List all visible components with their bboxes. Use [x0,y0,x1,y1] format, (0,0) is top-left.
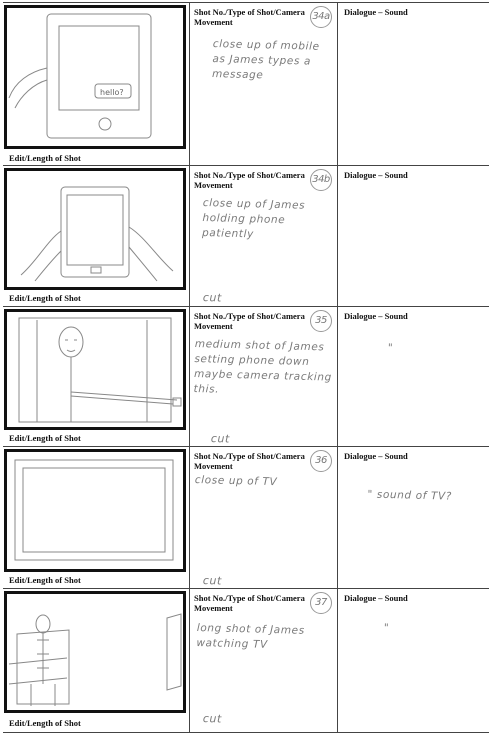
edit-length-label: Edit/Length of Shot [9,718,81,728]
cut-note: cut [202,290,223,305]
phone-hands-sketch [7,171,183,287]
column-divider [189,307,190,447]
sketch-frame [4,449,186,572]
shot-description: medium shot of James setting phone down maybe camera tracking this. [193,337,333,396]
column-divider [189,3,190,166]
shot-column [191,589,337,732]
shot-description: close up of James holding phone patiently [201,196,306,241]
shot-header: Shot No./Type of Shot/Camera Movement [194,593,305,613]
shot-column [191,307,337,447]
edit-length-label: Edit/Length of Shot [9,433,81,443]
shot-number: 34a [310,6,332,28]
cut-note: cut [202,711,223,726]
dialogue-header: Dialogue – Sound [344,451,408,461]
edit-length-label: Edit/Length of Shot [9,153,81,163]
shot-description: close up of mobile as James types a message [211,37,320,82]
cut-note: cut [202,573,223,588]
shot-column [191,447,337,589]
storyboard-row [3,2,489,166]
frame-column [3,307,189,447]
dialogue-column [338,589,488,732]
shot-column [191,166,337,307]
column-divider [189,166,190,307]
shot-description: long shot of James watching TV [196,621,305,651]
cut-note: cut [210,431,231,446]
dialogue-column [338,307,488,447]
edit-length-label: Edit/Length of Shot [9,575,81,585]
phone-closeup-sketch [7,8,183,146]
column-divider [189,447,190,589]
frame-column [3,166,189,307]
sketch-frame [4,309,186,430]
dialogue-header: Dialogue – Sound [344,7,408,17]
storyboard-row [3,306,489,447]
dialogue-column [338,447,488,589]
dialogue-text: " [383,621,390,635]
sketch-frame [4,591,186,713]
sketch-frame [4,5,186,149]
dialogue-header: Dialogue – Sound [344,311,408,321]
shot-number: 35 [310,310,332,332]
storyboard-row [3,446,489,589]
sketch-frame [4,168,186,290]
shot-description: close up of TV [194,473,278,489]
dialogue-header: Dialogue – Sound [344,593,408,603]
frame-column [3,589,189,732]
storyboard-row [3,165,489,307]
frame-column [3,3,189,166]
shot-header: Shot No./Type of Shot/Camera Movement [194,7,305,27]
shot-column [191,3,337,166]
sketch-message-text: hello? [100,88,124,97]
dialogue-column [338,166,488,307]
shot-header: Shot No./Type of Shot/Camera Movement [194,170,305,190]
shot-header: Shot No./Type of Shot/Camera Movement [194,311,305,331]
shot-number: 37 [310,592,332,614]
column-divider [189,589,190,732]
shot-number: 34b [310,169,332,191]
dialogue-text: " sound of TV? [367,488,453,503]
dialogue-header: Dialogue – Sound [344,170,408,180]
dialogue-column [338,3,488,166]
shot-number: 36 [310,450,332,472]
tv-closeup-sketch [7,452,183,569]
dialogue-text: " [387,341,394,355]
person-watching-tv-sketch [7,594,183,710]
person-phone-sketch [7,312,183,427]
edit-length-label: Edit/Length of Shot [9,293,81,303]
shot-header: Shot No./Type of Shot/Camera Movement [194,451,305,471]
frame-column [3,447,189,589]
storyboard-row [3,588,489,733]
